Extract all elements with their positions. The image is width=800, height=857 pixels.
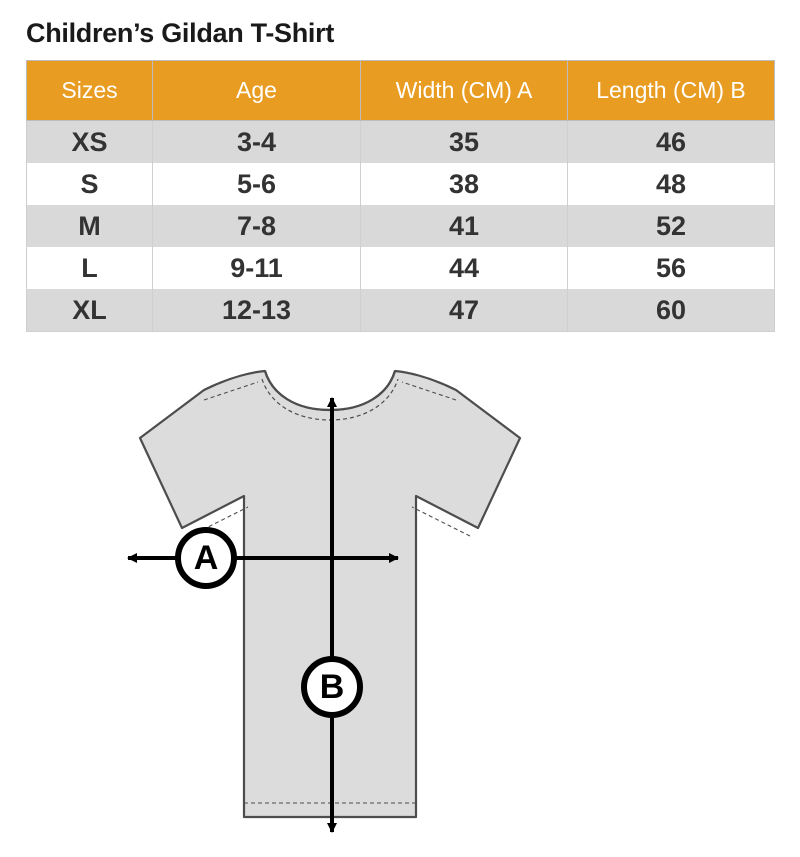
table-row xyxy=(27,205,775,247)
cell-length: 46 xyxy=(568,121,775,164)
cell-size: XS xyxy=(27,121,153,164)
table-body xyxy=(27,121,775,332)
length-marker-b xyxy=(304,659,360,715)
page-title: Children’s Gildan T-Shirt xyxy=(26,18,335,48)
cell-length: 56 xyxy=(568,247,775,289)
cell-width: 38 xyxy=(361,163,568,205)
cell-size: XL xyxy=(27,289,153,332)
cell-age: 5-6 xyxy=(153,163,361,205)
column-header-sizes: Sizes xyxy=(27,61,153,121)
width-marker-a xyxy=(178,530,234,586)
tshirt-measurement-diagram xyxy=(0,360,800,857)
table-row xyxy=(27,163,775,205)
table-row xyxy=(27,289,775,332)
cell-width: 35 xyxy=(361,121,568,164)
cell-age: 9-11 xyxy=(153,247,361,289)
column-header-width: Width (CM) A xyxy=(361,61,568,121)
cell-size: S xyxy=(27,163,153,205)
cell-age: 7-8 xyxy=(153,205,361,247)
table-header-row xyxy=(27,61,775,121)
cell-length: 48 xyxy=(568,163,775,205)
table-header xyxy=(27,61,775,121)
column-header-length: Length (CM) B xyxy=(568,61,775,121)
size-table xyxy=(26,60,775,332)
table-row xyxy=(27,247,775,289)
cell-length: 60 xyxy=(568,289,775,332)
cell-length: 52 xyxy=(568,205,775,247)
column-header-age: Age xyxy=(153,61,361,121)
svg-text:B: B xyxy=(319,668,345,706)
cell-width: 44 xyxy=(361,247,568,289)
cell-width: 41 xyxy=(361,205,568,247)
cell-age: 12-13 xyxy=(153,289,361,332)
cell-size: M xyxy=(27,205,153,247)
table-row xyxy=(27,121,775,164)
cell-width: 47 xyxy=(361,289,568,332)
svg-text:A: A xyxy=(193,539,219,577)
cell-age: 3-4 xyxy=(153,121,361,164)
cell-size: L xyxy=(27,247,153,289)
